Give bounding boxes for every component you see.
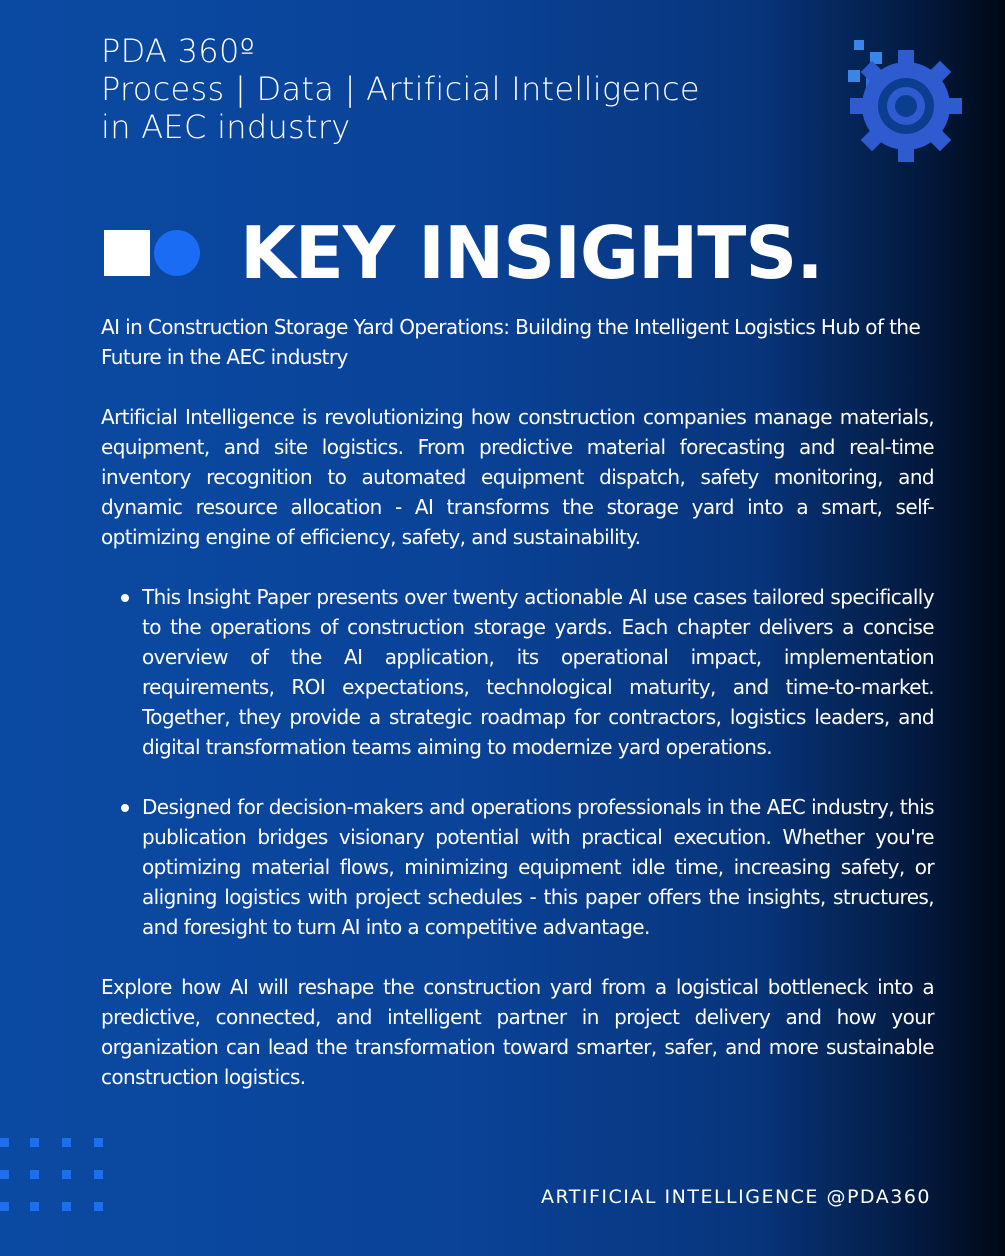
list-item: [142, 792, 934, 942]
dot-grid-decoration: [0, 1136, 110, 1216]
closing-paragraph: Explore how AI will reshape the construction yard from a logistical bottleneck into a predictive, connected, and intelligent partner in project delivery and how your organization can lead the transformation toward smarter, safer, and more sustainable construction logistics.: [101, 975, 934, 1089]
body-content: [101, 312, 934, 1122]
brand-title: PDA 360º: [101, 32, 255, 70]
bullet-dot-icon: [121, 804, 129, 812]
brand-block: [101, 32, 700, 146]
bullet-list: [101, 582, 934, 942]
list-item: [142, 582, 934, 762]
bullet-text: Designed for decision-makers and operations professionals in the AEC industry, this publication bridges visionary potential with practical execution. Whether you're optimizing material flows, minimizing equipment idle time, increasing safety, or aligning logistics with project schedules - this paper offers the insights, structures, and foresight to turn AI into a competitive advantage.: [142, 795, 934, 939]
brand-tagline-2: in AEC industry: [101, 108, 351, 146]
square-mark: [104, 230, 150, 276]
page-title: KEY INSIGHTS.: [240, 211, 823, 295]
bullet-text: This Insight Paper presents over twenty actionable AI use cases tailored specifically to the operations of construction storage yards. Each chapter delivers a concise overview of the AI application, its operational impact, implementation requirements, ROI expectations, technological maturity, and time-to-market. Together, they provide a strategic roadmap for contractors, logistics leaders, and digital transformation teams aiming to modernize yard operations.: [142, 585, 934, 759]
subtitle: AI in Construction Storage Yard Operations: Building the Intelligent Logistics Hub of the Future in the AEC industry: [101, 315, 921, 369]
gear-icon: [846, 38, 964, 164]
bullet-dot-icon: [121, 594, 129, 602]
brand-tagline: Process | Data | Artificial Intelligence: [101, 70, 700, 108]
circle-mark: [154, 230, 200, 276]
heading-row: [104, 208, 823, 298]
footer-handle: ARTIFICIAL INTELLIGENCE @PDA360: [540, 1186, 931, 1208]
intro-paragraph: Artificial Intelligence is revolutionizing how construction companies manage materials, equipment, and site logistics. From predictive material forecasting and real-time inventory recognition to automated equipment dispatch, safety monitoring, and dynamic resource allocation - AI transforms the storage yard into a smart, self-optimizing engine of efficiency, safety, and sustainability.: [101, 405, 934, 549]
